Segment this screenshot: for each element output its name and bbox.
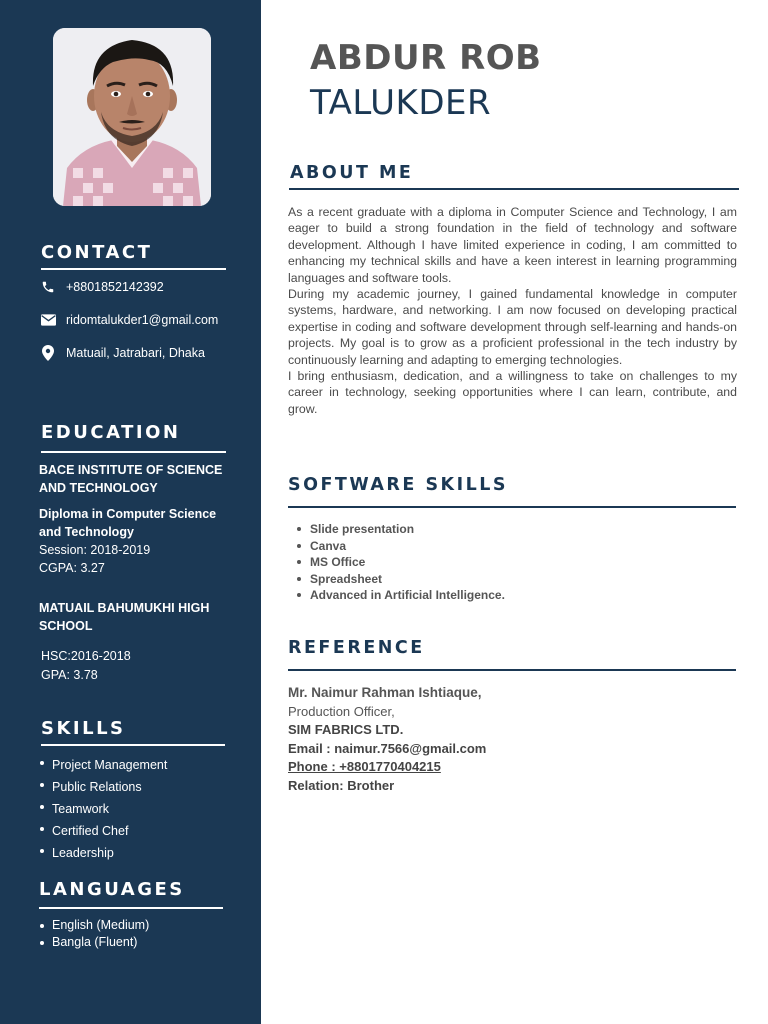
reference-heading: REFERENCE [288,638,425,658]
contact-phone-row [40,279,164,295]
mail-icon [40,312,56,328]
education-divider [41,451,226,453]
reference-name: Mr. Naimur Rahman Ishtiaque, [288,685,482,700]
contact-address-row [40,345,205,361]
list-item: Canva [294,538,505,555]
education-school: MATUAIL BAHUMUKHI HIGH SCHOOL [39,601,210,633]
reference-role: Production Officer, [288,703,395,719]
education-grade: GPA: 3.78 [41,668,98,682]
about-text [288,204,737,417]
last-name: TALUKDER [310,83,492,123]
software-skills-list [294,521,505,604]
contact-heading: CONTACT [41,242,153,263]
education-entry-1 [39,461,239,577]
profile-photo [53,28,211,206]
skills-heading: SKILLS [41,718,126,739]
about-heading: ABOUT ME [290,163,414,183]
software-skills-divider [288,506,736,508]
languages-list [37,917,149,951]
list-item: English (Medium) [37,917,149,934]
skills-divider [41,744,225,746]
phone-icon [40,279,56,295]
list-item: Teamwork [37,798,167,820]
skills-list [37,754,167,864]
reference-phone[interactable]: Phone : +8801770404215 [288,759,441,774]
list-item: Advanced in Artificial Intelligence. [294,587,505,604]
list-item: Spreadsheet [294,571,505,588]
education-session: Session: 2018-2019 [39,543,151,557]
list-item: Public Relations [37,776,167,798]
reference-relation: Relation: Brother [288,777,395,793]
software-skills-heading: SOFTWARE SKILLS [288,475,509,495]
about-paragraph: I bring enthusiasm, dedication, and a willingness to take on challenges to my career in technology, seeking opportunities where I can learn, contribute, and grow. [288,369,737,416]
reference-divider [288,669,736,671]
list-item: Leadership [37,842,167,864]
languages-divider [39,907,223,909]
contact-address: Matuail, Jatrabari, Dhaka [66,346,205,360]
about-paragraph: During my academic journey, I gained fundamental knowledge in computer systems, hardware, and networking. I am now focused on developing practical expertise in coding and software development through self-learning and hands-on projects. My goal is to grow as a proficient professional in the tech industry by continuously learning and adapting to emerging technologies. [288,287,737,367]
education-grade: CGPA: 3.27 [39,561,105,575]
reference-email[interactable]: Email : naimur.7566@gmail.com [288,740,487,756]
contact-divider [41,268,226,270]
education-school: BACE INSTITUTE OF SCIENCE AND TECHNOLOGY [39,463,223,495]
first-name: ABDUR ROB [310,38,542,78]
education-session: HSC:2016-2018 [41,649,131,663]
education-heading: EDUCATION [41,422,181,443]
contact-email[interactable]: ridomtalukder1@gmail.com [66,313,219,327]
contact-email-row [40,312,218,328]
languages-heading: LANGUAGES [39,879,185,900]
reference-company: SIM FABRICS LTD. [288,722,404,737]
portrait-illustration [53,28,211,206]
list-item: Project Management [37,754,167,776]
list-item: Certified Chef [37,820,167,842]
education-entry-2 [39,599,239,684]
sidebar [0,0,261,1024]
about-divider [289,188,739,190]
education-degree: Diploma in Computer Science and Technology [39,507,217,539]
about-paragraph: As a recent graduate with a diploma in Computer Science and Technology, I am eager to build a strong foundation in the field of technology and software development. Although I have limited experience in coding, I am committed to enhancing my technical skills and have a keen interest in learning programming languages and software tools. [288,205,737,285]
list-item: Bangla (Fluent) [37,934,149,951]
contact-phone[interactable]: +8801852142392 [66,280,164,294]
list-item: Slide presentation [294,521,505,538]
list-item: MS Office [294,554,505,571]
reference-block [288,684,486,795]
location-pin-icon [40,345,56,361]
